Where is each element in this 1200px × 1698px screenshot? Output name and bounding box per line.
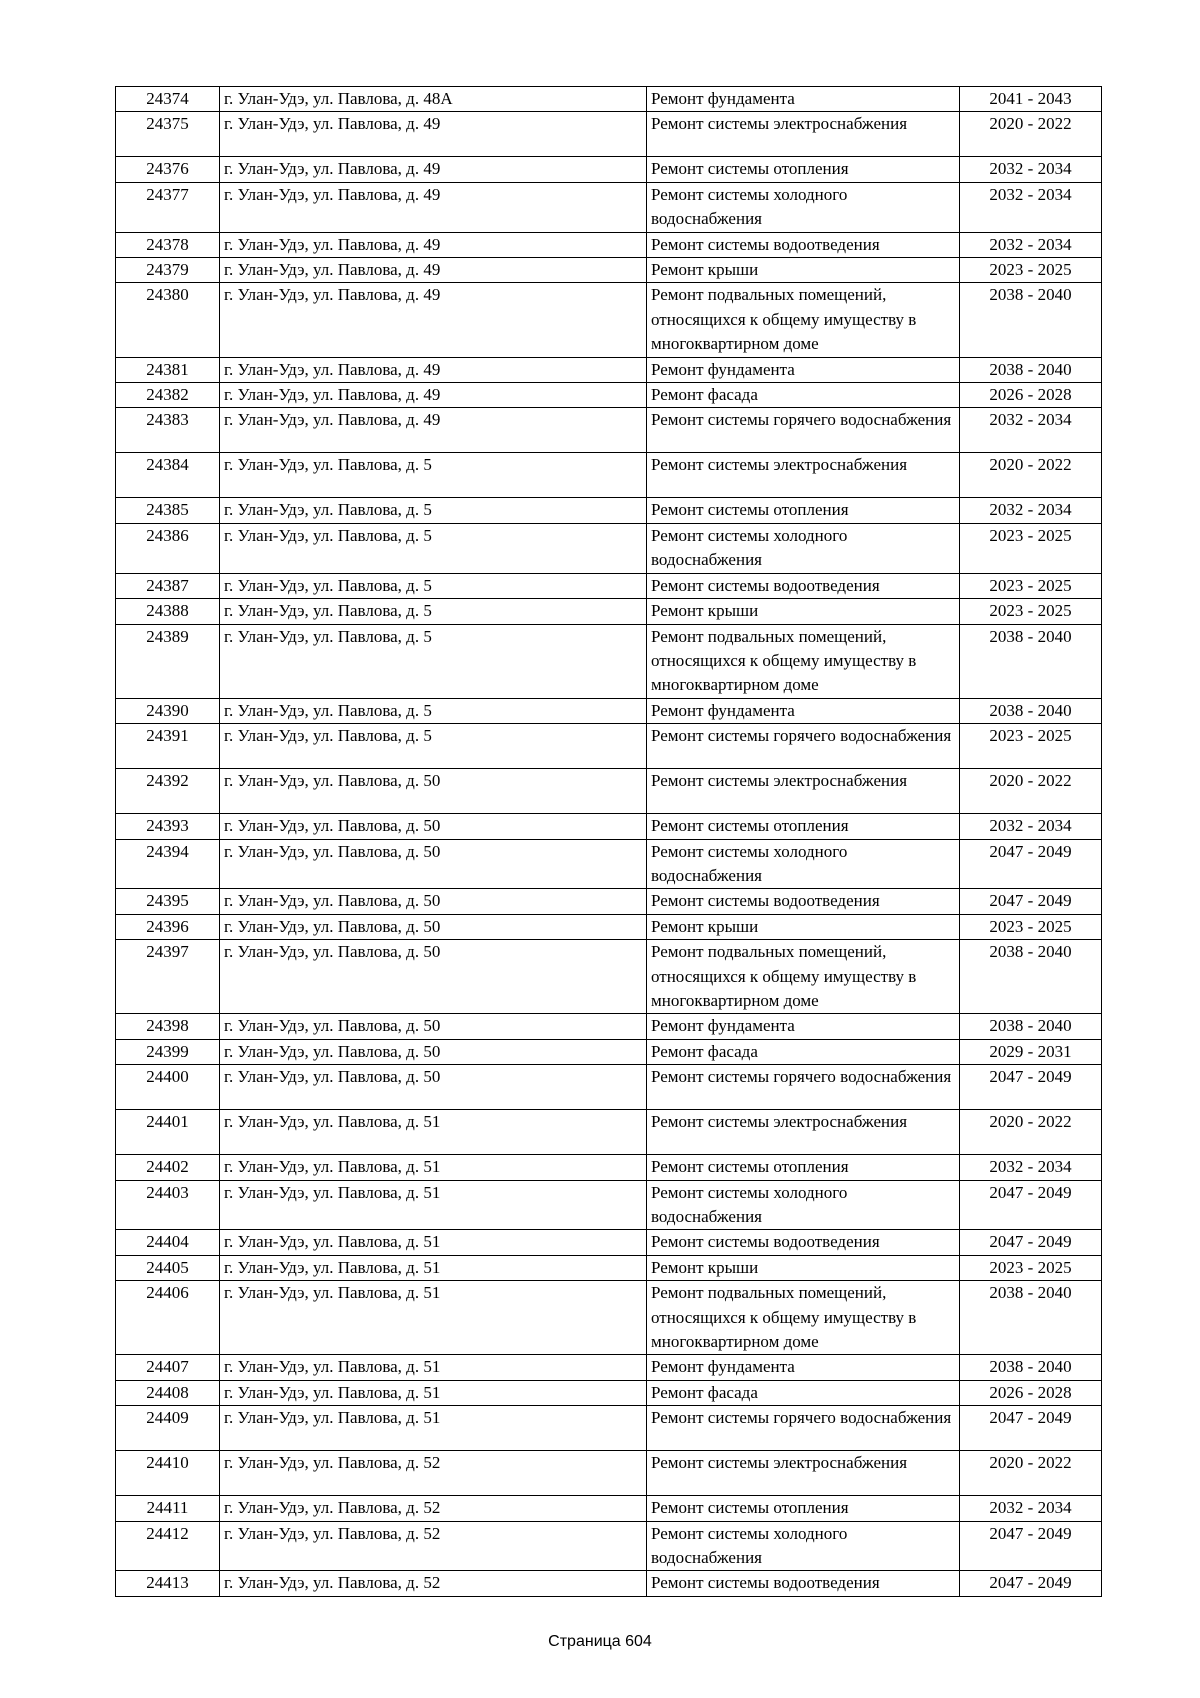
period-cell: 2023 - 2025	[960, 258, 1102, 283]
work-type-cell: Ремонт системы водоотведения	[647, 1571, 960, 1596]
period-cell: 2029 - 2031	[960, 1039, 1102, 1064]
address-cell: г. Улан-Удэ, ул. Павлова, д. 5	[220, 724, 647, 769]
table-row	[116, 182, 1102, 232]
period-cell: 2038 - 2040	[960, 357, 1102, 382]
work-type-cell: Ремонт крыши	[647, 1255, 960, 1280]
address-cell: г. Улан-Удэ, ул. Павлова, д. 52	[220, 1451, 647, 1496]
work-type-cell: Ремонт фундамента	[647, 1014, 960, 1039]
address-cell: г. Улан-Удэ, ул. Павлова, д. 52	[220, 1496, 647, 1521]
address-cell: г. Улан-Удэ, ул. Павлова, д. 49	[220, 182, 647, 232]
row-number-cell: 24410	[116, 1451, 220, 1496]
row-number-cell: 24400	[116, 1065, 220, 1110]
table-row	[116, 1496, 1102, 1521]
row-number-cell: 24379	[116, 258, 220, 283]
row-number-cell: 24407	[116, 1355, 220, 1380]
table-row	[116, 724, 1102, 769]
work-type-cell: Ремонт системы холодного водоснабжения	[647, 1521, 960, 1571]
row-number-cell: 24402	[116, 1155, 220, 1180]
work-type-cell: Ремонт системы холодного водоснабжения	[647, 523, 960, 573]
table-row	[116, 232, 1102, 257]
table-row	[116, 1065, 1102, 1110]
address-cell: г. Улан-Удэ, ул. Павлова, д. 5	[220, 573, 647, 598]
work-type-cell: Ремонт системы горячего водоснабжения	[647, 724, 960, 769]
row-number-cell: 24391	[116, 724, 220, 769]
address-cell: г. Улан-Удэ, ул. Павлова, д. 51	[220, 1355, 647, 1380]
row-number-cell: 24383	[116, 408, 220, 453]
period-cell: 2047 - 2049	[960, 1180, 1102, 1230]
address-cell: г. Улан-Удэ, ул. Павлова, д. 52	[220, 1571, 647, 1596]
row-number-cell: 24386	[116, 523, 220, 573]
row-number-cell: 24377	[116, 182, 220, 232]
row-number-cell: 24404	[116, 1230, 220, 1255]
period-cell: 2047 - 2049	[960, 1406, 1102, 1451]
table-row	[116, 157, 1102, 182]
period-cell: 2038 - 2040	[960, 283, 1102, 357]
address-cell: г. Улан-Удэ, ул. Павлова, д. 51	[220, 1406, 647, 1451]
address-cell: г. Улан-Удэ, ул. Павлова, д. 51	[220, 1230, 647, 1255]
address-cell: г. Улан-Удэ, ул. Павлова, д. 51	[220, 1380, 647, 1405]
row-number-cell: 24412	[116, 1521, 220, 1571]
work-type-cell: Ремонт системы водоотведения	[647, 889, 960, 914]
table-row	[116, 1255, 1102, 1280]
table-row	[116, 408, 1102, 453]
work-type-cell: Ремонт подвальных помещений, относящихся к общему имуществу в многоквартирном доме	[647, 940, 960, 1014]
table-row	[116, 1521, 1102, 1571]
table-row	[116, 599, 1102, 624]
row-number-cell: 24375	[116, 112, 220, 157]
table-row	[116, 87, 1102, 112]
table-row	[116, 814, 1102, 839]
table-row	[116, 698, 1102, 723]
work-type-cell: Ремонт системы электроснабжения	[647, 453, 960, 498]
work-type-cell: Ремонт системы водоотведения	[647, 1230, 960, 1255]
address-cell: г. Улан-Удэ, ул. Павлова, д. 5	[220, 599, 647, 624]
address-cell: г. Улан-Удэ, ул. Павлова, д. 49	[220, 112, 647, 157]
work-type-cell: Ремонт системы холодного водоснабжения	[647, 839, 960, 889]
table-row	[116, 498, 1102, 523]
period-cell: 2047 - 2049	[960, 889, 1102, 914]
row-number-cell: 24380	[116, 283, 220, 357]
address-cell: г. Улан-Удэ, ул. Павлова, д. 50	[220, 1039, 647, 1064]
table-row	[116, 283, 1102, 357]
work-type-cell: Ремонт системы электроснабжения	[647, 769, 960, 814]
period-cell: 2023 - 2025	[960, 523, 1102, 573]
work-type-cell: Ремонт системы электроснабжения	[647, 112, 960, 157]
address-cell: г. Улан-Удэ, ул. Павлова, д. 51	[220, 1110, 647, 1155]
address-cell: г. Улан-Удэ, ул. Павлова, д. 5	[220, 698, 647, 723]
row-number-cell: 24393	[116, 814, 220, 839]
row-number-cell: 24394	[116, 839, 220, 889]
row-number-cell: 24387	[116, 573, 220, 598]
row-number-cell: 24376	[116, 157, 220, 182]
table-row	[116, 1180, 1102, 1230]
work-type-cell: Ремонт фасада	[647, 1380, 960, 1405]
table-row	[116, 940, 1102, 1014]
row-number-cell: 24385	[116, 498, 220, 523]
page-number: Страница 604	[548, 1633, 652, 1650]
address-cell: г. Улан-Удэ, ул. Павлова, д. 51	[220, 1255, 647, 1280]
row-number-cell: 24411	[116, 1496, 220, 1521]
row-number-cell: 24395	[116, 889, 220, 914]
period-cell: 2038 - 2040	[960, 1355, 1102, 1380]
work-type-cell: Ремонт системы электроснабжения	[647, 1451, 960, 1496]
address-cell: г. Улан-Удэ, ул. Павлова, д. 51	[220, 1180, 647, 1230]
period-cell: 2032 - 2034	[960, 498, 1102, 523]
table-row	[116, 383, 1102, 408]
table-row	[116, 1039, 1102, 1064]
table-row	[116, 258, 1102, 283]
work-type-cell: Ремонт системы горячего водоснабжения	[647, 1065, 960, 1110]
table-row	[116, 1155, 1102, 1180]
address-cell: г. Улан-Удэ, ул. Павлова, д. 50	[220, 814, 647, 839]
address-cell: г. Улан-Удэ, ул. Павлова, д. 50	[220, 769, 647, 814]
address-cell: г. Улан-Удэ, ул. Павлова, д. 50	[220, 1065, 647, 1110]
row-number-cell: 24382	[116, 383, 220, 408]
table-row	[116, 1380, 1102, 1405]
period-cell: 2047 - 2049	[960, 1065, 1102, 1110]
row-number-cell: 24398	[116, 1014, 220, 1039]
period-cell: 2047 - 2049	[960, 1521, 1102, 1571]
address-cell: г. Улан-Удэ, ул. Павлова, д. 49	[220, 157, 647, 182]
address-cell: г. Улан-Удэ, ул. Павлова, д. 49	[220, 283, 647, 357]
address-cell: г. Улан-Удэ, ул. Павлова, д. 49	[220, 383, 647, 408]
address-cell: г. Улан-Удэ, ул. Павлова, д. 49	[220, 258, 647, 283]
table-row	[116, 1451, 1102, 1496]
row-number-cell: 24397	[116, 940, 220, 1014]
table-row	[116, 769, 1102, 814]
address-cell: г. Улан-Удэ, ул. Павлова, д. 51	[220, 1155, 647, 1180]
period-cell: 2038 - 2040	[960, 1014, 1102, 1039]
table-row	[116, 1406, 1102, 1451]
work-type-cell: Ремонт крыши	[647, 258, 960, 283]
row-number-cell: 24406	[116, 1281, 220, 1355]
address-cell: г. Улан-Удэ, ул. Павлова, д. 48А	[220, 87, 647, 112]
period-cell: 2020 - 2022	[960, 112, 1102, 157]
address-cell: г. Улан-Удэ, ул. Павлова, д. 52	[220, 1521, 647, 1571]
registry-table	[115, 86, 1102, 1597]
work-type-cell: Ремонт системы отопления	[647, 157, 960, 182]
row-number-cell: 24388	[116, 599, 220, 624]
work-type-cell: Ремонт крыши	[647, 914, 960, 939]
period-cell: 2038 - 2040	[960, 1281, 1102, 1355]
period-cell: 2023 - 2025	[960, 1255, 1102, 1280]
work-type-cell: Ремонт системы отопления	[647, 1496, 960, 1521]
address-cell: г. Улан-Удэ, ул. Павлова, д. 49	[220, 232, 647, 257]
address-cell: г. Улан-Удэ, ул. Павлова, д. 51	[220, 1281, 647, 1355]
work-type-cell: Ремонт подвальных помещений, относящихся к общему имуществу в многоквартирном доме	[647, 283, 960, 357]
period-cell: 2038 - 2040	[960, 940, 1102, 1014]
period-cell: 2032 - 2034	[960, 232, 1102, 257]
period-cell: 2020 - 2022	[960, 1451, 1102, 1496]
registry-table-body	[116, 87, 1102, 1597]
address-cell: г. Улан-Удэ, ул. Павлова, д. 50	[220, 914, 647, 939]
period-cell: 2038 - 2040	[960, 698, 1102, 723]
period-cell: 2032 - 2034	[960, 157, 1102, 182]
work-type-cell: Ремонт системы отопления	[647, 814, 960, 839]
period-cell: 2023 - 2025	[960, 914, 1102, 939]
table-row	[116, 1014, 1102, 1039]
row-number-cell: 24409	[116, 1406, 220, 1451]
period-cell: 2032 - 2034	[960, 814, 1102, 839]
period-cell: 2041 - 2043	[960, 87, 1102, 112]
row-number-cell: 24384	[116, 453, 220, 498]
row-number-cell: 24403	[116, 1180, 220, 1230]
period-cell: 2023 - 2025	[960, 573, 1102, 598]
address-cell: г. Улан-Удэ, ул. Павлова, д. 5	[220, 624, 647, 698]
row-number-cell: 24378	[116, 232, 220, 257]
work-type-cell: Ремонт системы отопления	[647, 1155, 960, 1180]
work-type-cell: Ремонт фундамента	[647, 87, 960, 112]
row-number-cell: 24381	[116, 357, 220, 382]
table-row	[116, 112, 1102, 157]
table-row	[116, 1281, 1102, 1355]
row-number-cell: 24405	[116, 1255, 220, 1280]
period-cell: 2032 - 2034	[960, 1155, 1102, 1180]
address-cell: г. Улан-Удэ, ул. Павлова, д. 5	[220, 498, 647, 523]
address-cell: г. Улан-Удэ, ул. Павлова, д. 49	[220, 408, 647, 453]
work-type-cell: Ремонт фундамента	[647, 698, 960, 723]
table-row	[116, 453, 1102, 498]
work-type-cell: Ремонт крыши	[647, 599, 960, 624]
period-cell: 2032 - 2034	[960, 408, 1102, 453]
period-cell: 2020 - 2022	[960, 1110, 1102, 1155]
row-number-cell: 24401	[116, 1110, 220, 1155]
row-number-cell: 24390	[116, 698, 220, 723]
work-type-cell: Ремонт подвальных помещений, относящихся к общему имуществу в многоквартирном доме	[647, 1281, 960, 1355]
work-type-cell: Ремонт системы электроснабжения	[647, 1110, 960, 1155]
table-row	[116, 357, 1102, 382]
address-cell: г. Улан-Удэ, ул. Павлова, д. 50	[220, 940, 647, 1014]
period-cell: 2020 - 2022	[960, 769, 1102, 814]
period-cell: 2047 - 2049	[960, 839, 1102, 889]
work-type-cell: Ремонт подвальных помещений, относящихся к общему имуществу в многоквартирном доме	[647, 624, 960, 698]
work-type-cell: Ремонт фасада	[647, 383, 960, 408]
period-cell: 2032 - 2034	[960, 1496, 1102, 1521]
work-type-cell: Ремонт системы холодного водоснабжения	[647, 1180, 960, 1230]
address-cell: г. Улан-Удэ, ул. Павлова, д. 50	[220, 889, 647, 914]
period-cell: 2023 - 2025	[960, 724, 1102, 769]
work-type-cell: Ремонт системы отопления	[647, 498, 960, 523]
work-type-cell: Ремонт системы горячего водоснабжения	[647, 408, 960, 453]
table-row	[116, 914, 1102, 939]
row-number-cell: 24374	[116, 87, 220, 112]
period-cell: 2023 - 2025	[960, 599, 1102, 624]
work-type-cell: Ремонт фасада	[647, 1039, 960, 1064]
work-type-cell: Ремонт системы горячего водоснабжения	[647, 1406, 960, 1451]
row-number-cell: 24399	[116, 1039, 220, 1064]
table-row	[116, 1571, 1102, 1596]
row-number-cell: 24396	[116, 914, 220, 939]
work-type-cell: Ремонт фундамента	[647, 357, 960, 382]
table-row	[116, 1230, 1102, 1255]
work-type-cell: Ремонт системы водоотведения	[647, 232, 960, 257]
table-row	[116, 839, 1102, 889]
address-cell: г. Улан-Удэ, ул. Павлова, д. 5	[220, 453, 647, 498]
table-row	[116, 1355, 1102, 1380]
work-type-cell: Ремонт системы холодного водоснабжения	[647, 182, 960, 232]
address-cell: г. Улан-Удэ, ул. Павлова, д. 5	[220, 523, 647, 573]
address-cell: г. Улан-Удэ, ул. Павлова, д. 50	[220, 839, 647, 889]
period-cell: 2047 - 2049	[960, 1230, 1102, 1255]
table-row	[116, 523, 1102, 573]
work-type-cell: Ремонт фундамента	[647, 1355, 960, 1380]
period-cell: 2047 - 2049	[960, 1571, 1102, 1596]
address-cell: г. Улан-Удэ, ул. Павлова, д. 49	[220, 357, 647, 382]
table-row	[116, 573, 1102, 598]
period-cell: 2026 - 2028	[960, 383, 1102, 408]
table-row	[116, 889, 1102, 914]
table-row	[116, 624, 1102, 698]
address-cell: г. Улан-Удэ, ул. Павлова, д. 50	[220, 1014, 647, 1039]
period-cell: 2038 - 2040	[960, 624, 1102, 698]
period-cell: 2020 - 2022	[960, 453, 1102, 498]
row-number-cell: 24408	[116, 1380, 220, 1405]
row-number-cell: 24392	[116, 769, 220, 814]
table-row	[116, 1110, 1102, 1155]
period-cell: 2026 - 2028	[960, 1380, 1102, 1405]
row-number-cell: 24413	[116, 1571, 220, 1596]
row-number-cell: 24389	[116, 624, 220, 698]
period-cell: 2032 - 2034	[960, 182, 1102, 232]
work-type-cell: Ремонт системы водоотведения	[647, 573, 960, 598]
